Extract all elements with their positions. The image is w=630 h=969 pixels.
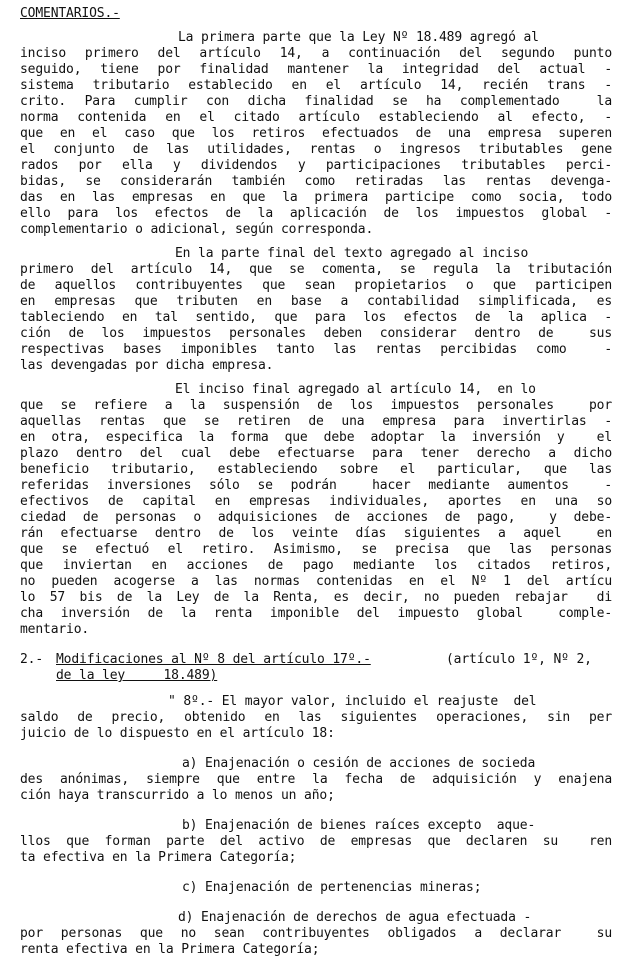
comentarios-heading: COMENTARIOS.- [20, 6, 120, 21]
text-line: das en las empresas en que la primera participe como socia, todo [20, 190, 612, 205]
text-line: bidas, se considerarán también como retiradas las rentas devenga- [20, 174, 612, 189]
text-line: crito. Para cumplir con dicha finalidad se ha complementado la [20, 94, 612, 109]
text-line: que se refiere a la suspensión de los impuestos personales por [20, 398, 612, 413]
text-line: en otra, especifica la forma que debe adoptar la inversión y el [20, 430, 612, 445]
text-line: mentario. [20, 622, 90, 637]
text-line: ción de los impuestos personales deben considerar dentro de sus [20, 326, 612, 341]
text-line: ello para los efectos de la aplicación de los impuestos global - [20, 206, 612, 221]
text-line: complementario o adicional, según corresponda. [20, 222, 374, 237]
text-line: a) Enajenación o cesión de acciones de socieda [182, 756, 536, 771]
text-line: sistema tributario establecido en el artículo 14, recién trans - [20, 78, 612, 93]
text-line: que en el caso que los retiros efectuados de una empresa superen [20, 126, 612, 141]
text-line: ta efectiva en la Primera Categoría; [20, 850, 297, 865]
text-line: tableciendo en tal sentido, que para los efectos de la aplica - [20, 310, 612, 325]
text-line: lo 57 bis de la Ley de la Renta, es decir, no pueden rebajar di [20, 590, 612, 605]
text-line: que se efectuó el retiro. Asimismo, se precisa que las personas [20, 542, 612, 557]
text-line: las devengadas por dicha empresa. [20, 358, 274, 373]
text-line: respectivas bases imponibles tanto las rentas percibidas como - [20, 342, 612, 357]
text-line: inciso primero del artículo 14, a continuación del segundo punto [20, 46, 612, 61]
text-line: llos que forman parte del activo de empresas que declaren su ren [20, 834, 612, 849]
text-line: La primera parte que la Ley Nº 18.489 agregó al [178, 30, 539, 45]
text-line: En la parte final del texto agregado al inciso [175, 246, 529, 261]
text-line: des anónimas, siempre que entre la fecha de adquisición y enajena [20, 772, 612, 787]
text-line: " 8º.- El mayor valor, incluido el reajuste del [168, 694, 537, 709]
text-line: norma contenida en el citado artículo estableciendo al efecto, - [20, 110, 612, 125]
text-line: cha inversión de la renta imponible del impuesto global comple- [20, 606, 612, 621]
section-reference: (artículo 1º, Nº 2, [446, 652, 592, 667]
text-line: plazo dentro del cual debe efectuarse para tener derecho a dicho [20, 446, 612, 461]
text-line: seguido, tiene por finalidad mantener la integridad del actual - [20, 62, 612, 77]
text-line: b) Enajenación de bienes raíces excepto aque- [182, 818, 536, 833]
text-line: referidas inversiones sólo se podrán hacer mediante aumentos - [20, 478, 612, 493]
text-line: d) Enajenación de derechos de agua efectuada - [178, 910, 532, 925]
text-line: en empresas que tributen en base a contabilidad simplificada, es [20, 294, 612, 309]
text-line: beneficio tributario, estableciendo sobre el particular, que las [20, 462, 612, 477]
text-line: primero del artículo 14, que se comenta, se regula la tributación [20, 262, 612, 277]
text-line: rán efectuarse dentro de los veinte días siguientes a aquel en [20, 526, 612, 541]
text-line: renta efectiva en la Primera Categoría; [20, 942, 320, 957]
text-line: ciedad de personas o adquisiciones de acciones de pago, y debe- [20, 510, 612, 525]
text-line: juicio de lo dispuesto en el artículo 18: [20, 726, 335, 741]
text-line: no pueden acogerse a las normas contenidas en el Nº 1 del artícu [20, 574, 612, 589]
section-number: 2.- [20, 652, 44, 667]
text-line: que inviertan en acciones de pago mediante los citados retiros, [20, 558, 612, 573]
section-title-continued: de la ley 18.489) [56, 668, 218, 683]
text-line: c) Enajenación de pertenencias mineras; [182, 880, 482, 895]
text-line: ción haya transcurrido a lo menos un año; [20, 788, 335, 803]
text-line: de aquellos contribuyentes que sean propietarios o que participen [20, 278, 612, 293]
text-line: rados por ella y dividendos y participaciones tributables perci- [20, 158, 612, 173]
text-line: efectivos de capital en empresas individuales, aportes en una so [20, 494, 612, 509]
section-title: Modificaciones al Nº 8 del artículo 17º.- [56, 652, 371, 667]
text-line: el conjunto de las utilidades, rentas o ingresos tributables gene [20, 142, 612, 157]
text-line: saldo de precio, obtenido en las siguientes operaciones, sin per [20, 710, 612, 725]
text-line: aquellas rentas que se retiren de una empresa para invertirlas - [20, 414, 612, 429]
text-line: El inciso final agregado al artículo 14, en lo [175, 382, 536, 397]
text-line: por personas que no sean contribuyentes obligados a declarar su [20, 926, 612, 941]
